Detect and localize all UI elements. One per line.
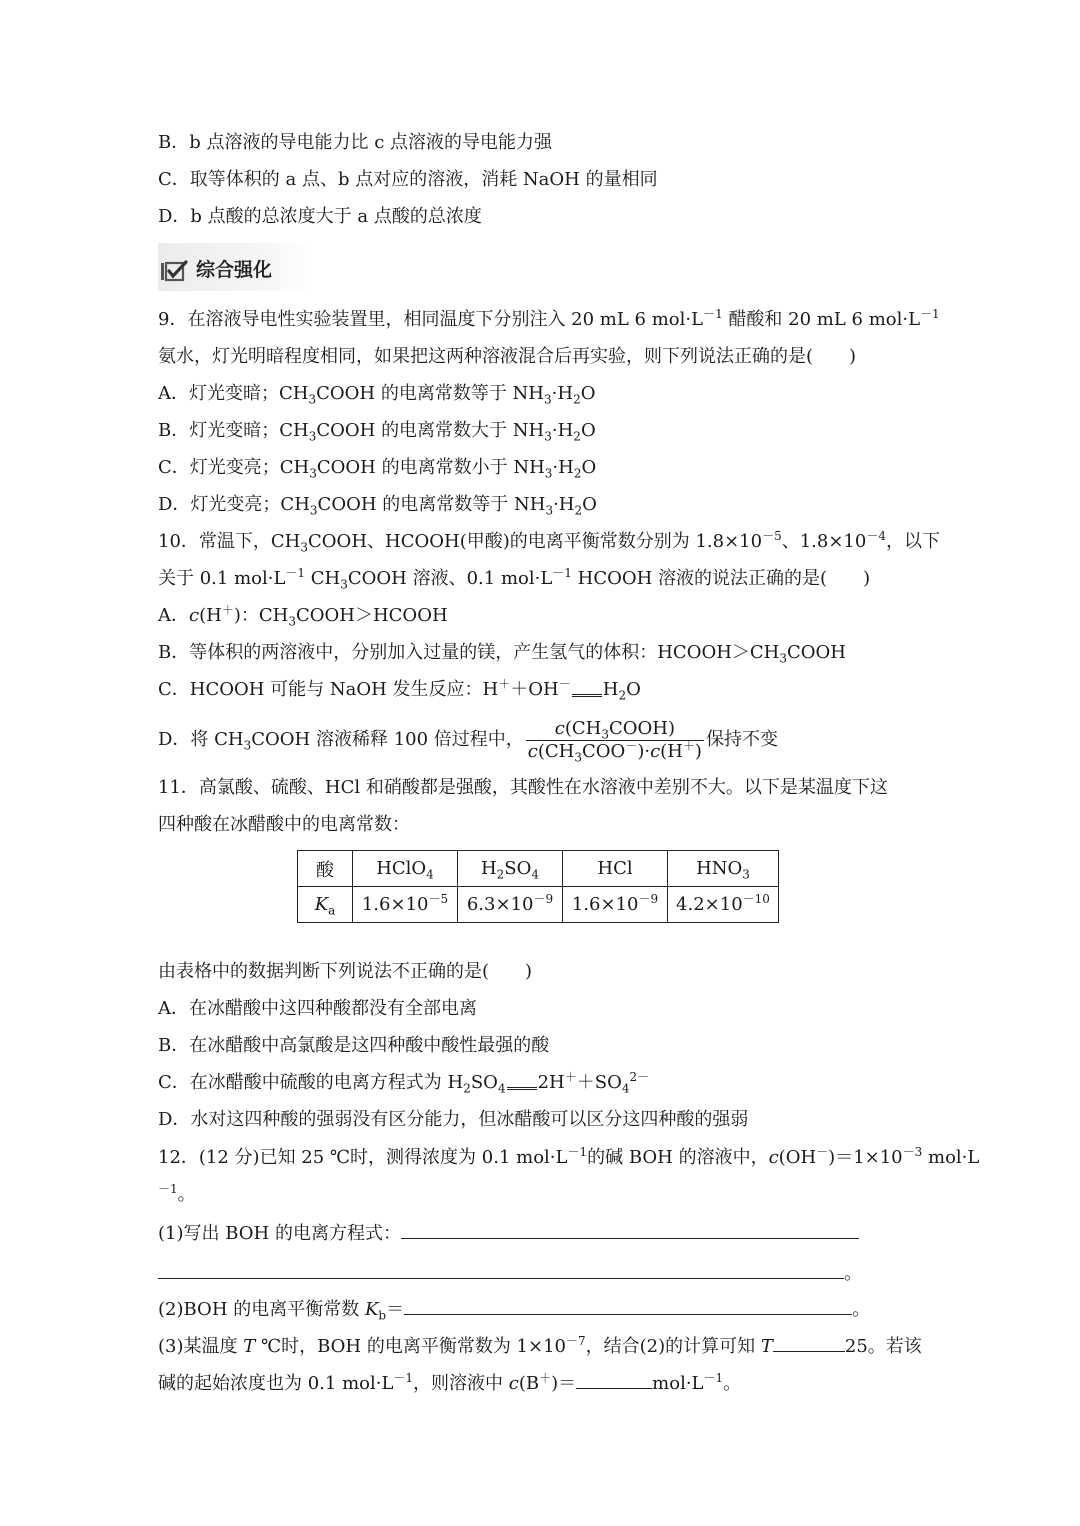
section-header [158,243,313,291]
q8-option-c: C．取等体积的 a 点、b 点对应的溶液，消耗 NaOH 的量相同 [158,169,658,190]
ka-table-cell: $H_2SO_4$ [458,851,563,887]
q12-part1-continued: 。 [158,1260,928,1286]
answer-blank[interactable] [773,1333,845,1352]
q12-stem-line2: $^{-1}$。 [158,1182,196,1205]
q10-option-c: C．HCOOH 可能与 NaOH 发生反应：H＋＋OH－ $H_2O$ [158,677,641,703]
q11-ask: 由表格中的数据判断下列说法不正确的是( ) [158,961,533,982]
ka-table-cell: HCl [563,851,668,887]
answer-blank[interactable] [401,1220,859,1239]
q12-part3: (3)某温度 T ℃时，BOH 的电离平衡常数为 $1\times 10^{-7}$，结合(2)的计算可知 T 25。若该 [158,1334,922,1357]
ka-table-row-acid [298,851,779,887]
q11-stem-line2: 四种酸在冰醋酸中的电离常数： [158,814,410,835]
ka-table-cell: $1.6\times 10^{-5}$ [353,887,458,923]
ka-table-cell: HClO$_4$ [353,851,458,887]
q10-stem-line2: 关于 0.1 $mol\cdot L^{-1}$ $CH_3COOH$ 溶液、0.1 $mol\cdot L^{-1}$ HCOOH 溶液的说法正确的是( ) [158,566,871,592]
q9-option-c: C．灯光变亮；$CH_3COOH$ 的电离常数小于 $NH_3\cdot H_2O$ [158,457,597,481]
q8-option-d: D．b 点酸的总浓度大于 a 点酸的总浓度 [158,206,482,227]
q10-option-a: A．c(H＋)：$CH_3COOH>HCOOH$ [158,603,448,629]
ka-table-cell: $4.2\times 10^{-10}$ [668,887,779,923]
q11-option-a: A．在冰醋酸中这四种酸都没有全部电离 [158,998,477,1019]
q9-stem-line2: 氨水，灯光明暗程度相同，如果把这两种溶液混合后再实验，则下列说法正确的是( ) [158,346,857,367]
q12-stem-line1: 12．(12 分)已知 25 ℃时，测得浓度为 0.1 $mol\cdot L^{-1}$的碱 BOH 的溶液中，$c(OH^-)=1\times 10^{-3}$ mol·L [158,1145,980,1168]
q9-option-d: D．灯光变亮；$CH_3COOH$ 的电离常数等于 $NH_3\cdot H_2O$ [158,494,597,518]
q9-option-b: B．灯光变暗；$CH_3COOH$ 的电离常数大于 $NH_3\cdot H_2O$ [158,420,596,444]
q8-option-b: B．b 点溶液的导电能力比 c 点溶液的导电能力强 [158,132,552,153]
q12-part2: (2)BOH 的电离平衡常数 $K_b=$ 。 [158,1296,928,1322]
q11-option-d: D．水对这四种酸的强弱没有区分能力，但冰醋酸可以区分这四种酸的强弱 [158,1109,749,1130]
section-title: 综合强化 [196,259,273,281]
q11-option-b: B．在冰醋酸中高氯酸是这四种酸中酸性最强的酸 [158,1035,550,1056]
answer-blank[interactable] [404,1296,852,1315]
q12-part3-continued: 碱的起始浓度也为 0.1 $mol\cdot L^{-1}$，则溶液中 $c(B^+)= mol\cdot L^{-1}$。 [158,1371,742,1394]
ka-table-cell: $HNO_3$ [668,851,779,887]
q11-option-c: C．在冰醋酸中硫酸的电离方程式为 $H_2SO_4$ $2H^++SO_4^{2-}$ [158,1070,650,1096]
q10-option-d: D．将 $CH_3COOH$ 溶液稀释 100 倍过程中， $\frac{c(CH_3COOH)}{c(CH_3COO^-)\cdot c(H^+)}$ 保持不变 [158,717,778,765]
answer-blank[interactable] [576,1370,652,1389]
ka-table-cell: $6.3\times 10^{-9}$ [458,887,563,923]
ka-table-cell: $1.6\times 10^{-9}$ [563,887,668,923]
q9-stem-line1: 9．在溶液导电性实验装置里，相同温度下分别注入 20 mL 6 $mol\cdot L^{-1}$ 醋酸和 20 mL 6 $mol\cdot L^{-1}$ [158,307,940,330]
ka-table-header-cell: 酸 [298,851,353,887]
q11-stem-line1: 11．高氯酸、硫酸、HCl 和硝酸都是强酸，其酸性在水溶液中差别不大。以下是某温度下这 [158,777,888,798]
ka-table-row-ka [298,887,779,923]
ka-table-header-cell: $K_a$ [298,887,353,923]
answer-blank[interactable] [158,1260,844,1279]
q10-stem-line1: 10．常温下，$CH_3COOH$、HCOOH(甲酸)的电离平衡常数分别为 $1.8\times 10^{-5}$、$1.8\times 10^{-4}$，以下 [158,529,940,555]
q10-option-b: B．等体积的两溶液中，分别加入过量的镁，产生氢气的体积：$HCOOH>CH_3COOH$ [158,642,846,666]
q12-part1: (1)写出 BOH 的电离方程式： [158,1220,928,1246]
q10-fraction: $\frac{c(CH_3COOH)}{c(CH_3COO^-)\cdot c(H^+)}$ [527,717,702,765]
q9-option-a: A．灯光变暗；$CH_3COOH$ 的电离常数等于 $NH_3\cdot H_2O$ [158,383,596,407]
ka-table [297,850,779,923]
check-pencil-icon [160,260,190,282]
